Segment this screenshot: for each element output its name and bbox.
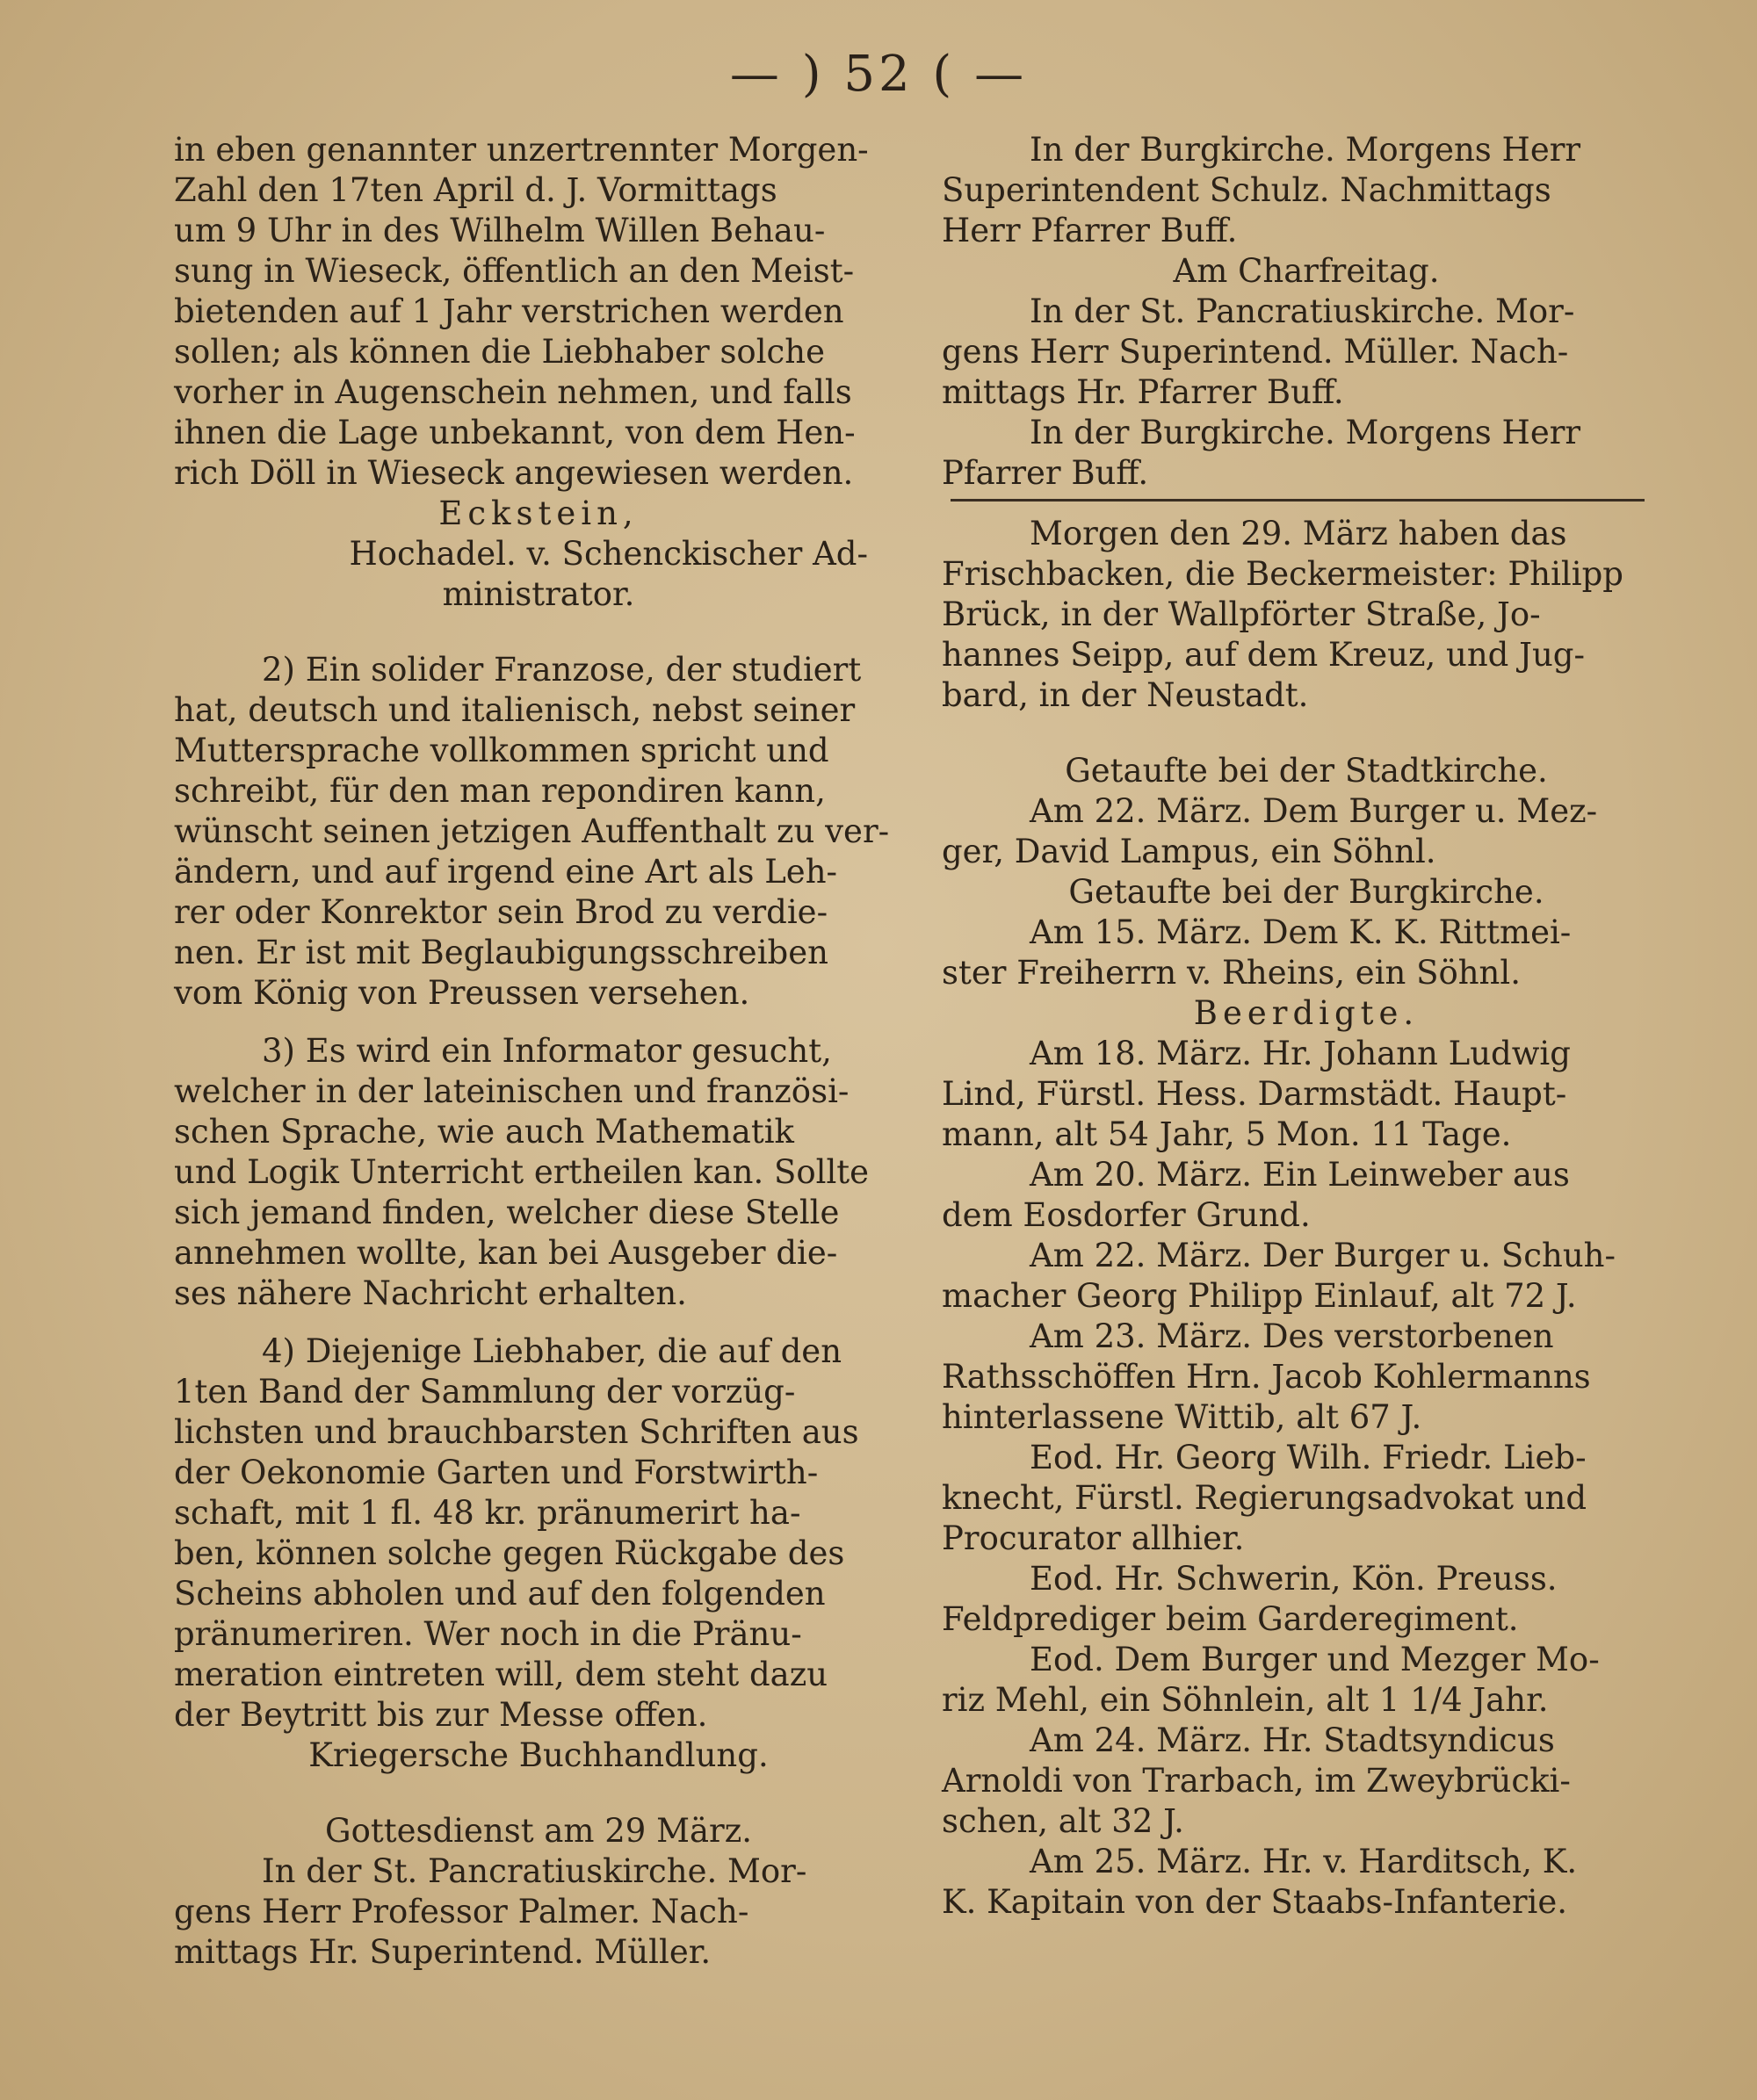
text-line: In der St. Pancratiuskirche. Mor- [262, 1852, 807, 1890]
text-line: schaft, mit 1 fl. 48 kr. pränumerirt ha- [174, 1494, 801, 1532]
text-line: ändern, und auf irgend eine Art als Leh- [174, 853, 838, 891]
text-line: gens Herr Professor Palmer. Nach- [174, 1893, 749, 1930]
text-line: mittags Hr. Pfarrer Buff. [942, 373, 1344, 411]
text-line: 2) Ein solider Franzose, der studiert [262, 651, 862, 689]
text-line: In der St. Pancratiuskirche. Mor- [1030, 292, 1575, 330]
text-line: hannes Seipp, auf dem Kreuz, und Jug- [942, 636, 1585, 674]
text-line: Brück, in der Wallpförter Straße, Jo- [942, 595, 1541, 633]
text-line: Eod. Hr. Georg Wilh. Friedr. Lieb- [1030, 1439, 1587, 1476]
text-line: mittags Hr. Superintend. Müller. [174, 1933, 712, 1971]
text-line: mann, alt 54 Jahr, 5 Mon. 11 Tage. [942, 1115, 1512, 1153]
text-line: Am 22. März. Dem Burger u. Mez- [1030, 792, 1598, 830]
text-line: riz Mehl, ein Söhnlein, alt 1 1/4 Jahr. [942, 1681, 1549, 1719]
text-line: In der Burgkirche. Morgens Herr [1030, 131, 1581, 169]
text-line: Pfarrer Buff. [942, 454, 1149, 492]
text-line: sung in Wieseck, öffentlich an den Meist- [174, 252, 855, 290]
text-line: ben, können solche gegen Rückgabe des [174, 1534, 845, 1572]
text-line: rer oder Konrektor sein Brod zu verdie- [174, 893, 828, 931]
signature-title: ministrator. [442, 575, 635, 613]
text-line: wünscht seinen jetzigen Auffenthalt zu ver- [174, 812, 890, 850]
text-line: schen, alt 32 J. [942, 1802, 1184, 1840]
text-line: annehmen wollte, kan bei Ausgeber die- [174, 1234, 838, 1272]
text-line: In der Burgkirche. Morgens Herr [1030, 414, 1581, 451]
left-column [174, 130, 903, 1973]
text-line: Morgen den 29. März haben das [1030, 515, 1567, 552]
text-line: bietenden auf 1 Jahr verstrichen werden [174, 292, 844, 330]
text-line: Eod. Dem Burger und Mezger Mo- [1030, 1641, 1600, 1678]
service-burgkirche [942, 130, 1671, 251]
good-friday-services [942, 251, 1671, 494]
buried-list [942, 993, 1671, 1923]
section-heading: Gottesdienst am 29 März. [325, 1812, 752, 1850]
text-line: 4) Diejenige Liebhaber, die auf den [262, 1332, 842, 1370]
text-line: hinterlassene Wittib, alt 67 J. [942, 1398, 1422, 1436]
text-line: Am 22. März. Der Burger u. Schuh- [1030, 1237, 1616, 1274]
text-line: schreibt, für den man repondiren kann, [174, 772, 826, 810]
text-line: rich Döll in Wieseck angewiesen werden. [174, 454, 854, 492]
signature-name: Kriegersche Buchhandlung. [308, 1736, 769, 1774]
text-line: Feldprediger beim Garderegiment. [942, 1600, 1519, 1638]
text-line: Frischbacken, die Beckermeister: Philipp [942, 555, 1623, 593]
text-line: ses nähere Nachricht erhalten. [174, 1274, 687, 1312]
text-line: der Oekonomie Garten und Forstwirth- [174, 1454, 819, 1491]
divider-rule [951, 499, 1645, 502]
text-line: vom König von Preussen versehen. [174, 974, 750, 1012]
text-line: ster Freiherrn v. Rheins, ein Söhnl. [942, 954, 1521, 992]
text-line: Arnoldi von Trarbach, im Zweybrücki- [942, 1762, 1571, 1800]
section-heading: Beerdigte. [1193, 994, 1420, 1032]
text-line: knecht, Fürstl. Regierungsadvokat und [942, 1479, 1587, 1517]
text-line: bard, in der Neustadt. [942, 676, 1309, 714]
text-line: Am 24. März. Hr. Stadtsyndicus [1030, 1721, 1555, 1759]
text-line: vorher in Augenschein nehmen, und falls [174, 373, 852, 411]
text-line: Scheins abholen und auf den folgenden [174, 1575, 826, 1613]
text-line: Am 23. März. Des verstorbenen [1030, 1317, 1554, 1355]
text-line: Muttersprache vollkommen spricht und [174, 732, 829, 769]
notice-french-tutor [174, 650, 903, 1014]
text-line: Procurator allhier. [942, 1519, 1245, 1557]
bakers-notice [942, 514, 1671, 716]
text-line: gens Herr Superintend. Müller. Nach- [942, 333, 1569, 371]
text-line: Rathsschöffen Hrn. Jacob Kohlermanns [942, 1358, 1591, 1396]
notice-subscription [174, 1331, 903, 1776]
text-line: hat, deutsch und italienisch, nebst seiner [174, 691, 856, 729]
text-line: Eod. Hr. Schwerin, Kön. Preuss. [1030, 1560, 1558, 1598]
baptized-stadtkirche [942, 751, 1671, 872]
section-heading: Am Charfreitag. [1173, 252, 1440, 290]
page-number: — ) 52 ( — [729, 46, 1028, 103]
text-line: Lind, Fürstl. Hess. Darmstädt. Haupt- [942, 1075, 1567, 1113]
text-line: um 9 Uhr in des Wilhelm Willen Behau- [174, 212, 826, 249]
text-line: und Logik Unterricht ertheilen kan. Sollte [174, 1153, 870, 1191]
text-line: lichsten und brauchbarsten Schriften aus [174, 1413, 859, 1451]
text-line: Herr Pfarrer Buff. [942, 212, 1238, 249]
text-line: Am 25. März. Hr. v. Harditsch, K. [1030, 1843, 1578, 1880]
text-line: Am 15. März. Dem K. K. Rittmei- [1030, 913, 1572, 951]
section-heading: Getaufte bei der Burgkirche. [1068, 873, 1544, 911]
text-line: Am 18. März. Hr. Johann Ludwig [1030, 1035, 1571, 1072]
text-line: pränumeriren. Wer noch in die Pränu- [174, 1615, 802, 1653]
section-heading: Getaufte bei der Stadtkirche. [1065, 752, 1548, 790]
text-line: Am 20. März. Ein Leinweber aus [1030, 1156, 1570, 1194]
right-column [942, 130, 1671, 1923]
text-line: meration eintreten will, dem steht dazu [174, 1656, 828, 1693]
baptized-burgkirche [942, 872, 1671, 993]
service-schedule [174, 1811, 903, 1973]
notice-auction-wieseck [174, 130, 903, 615]
text-line: Superintendent Schulz. Nachmittags [942, 171, 1551, 209]
text-line: nen. Er ist mit Beglaubigungsschreiben [174, 934, 828, 971]
notice-informator-wanted [174, 1031, 903, 1314]
text-line: ger, David Lampus, ein Söhnl. [942, 833, 1436, 870]
text-line: ihnen die Lage unbekannt, von dem Hen- [174, 414, 856, 451]
text-line: welcher in der lateinischen und französi- [174, 1072, 850, 1110]
text-line: 1ten Band der Sammlung der vorzüg- [174, 1373, 796, 1411]
text-line: schen Sprache, wie auch Mathematik [174, 1113, 794, 1151]
signature-name: Eckstein, [438, 494, 639, 532]
text-line: dem Eosdorfer Grund. [942, 1196, 1311, 1234]
text-line: 3) Es wird ein Informator gesucht, [262, 1032, 832, 1070]
text-line: der Beytritt bis zur Messe offen. [174, 1696, 708, 1734]
signature-title: Hochadel. v. Schenckischer Ad- [349, 535, 868, 573]
text-line: Zahl den 17ten April d. J. Vormittags [174, 171, 777, 209]
text-line: in eben genannter unzertrennter Morgen- [174, 131, 869, 169]
text-line: sich jemand finden, welcher diese Stelle [174, 1194, 840, 1231]
text-line: K. Kapitain von der Staabs-Infanterie. [942, 1883, 1568, 1921]
text-line: sollen; als können die Liebhaber solche [174, 333, 825, 371]
text-line: macher Georg Philipp Einlauf, alt 72 J. [942, 1277, 1577, 1315]
